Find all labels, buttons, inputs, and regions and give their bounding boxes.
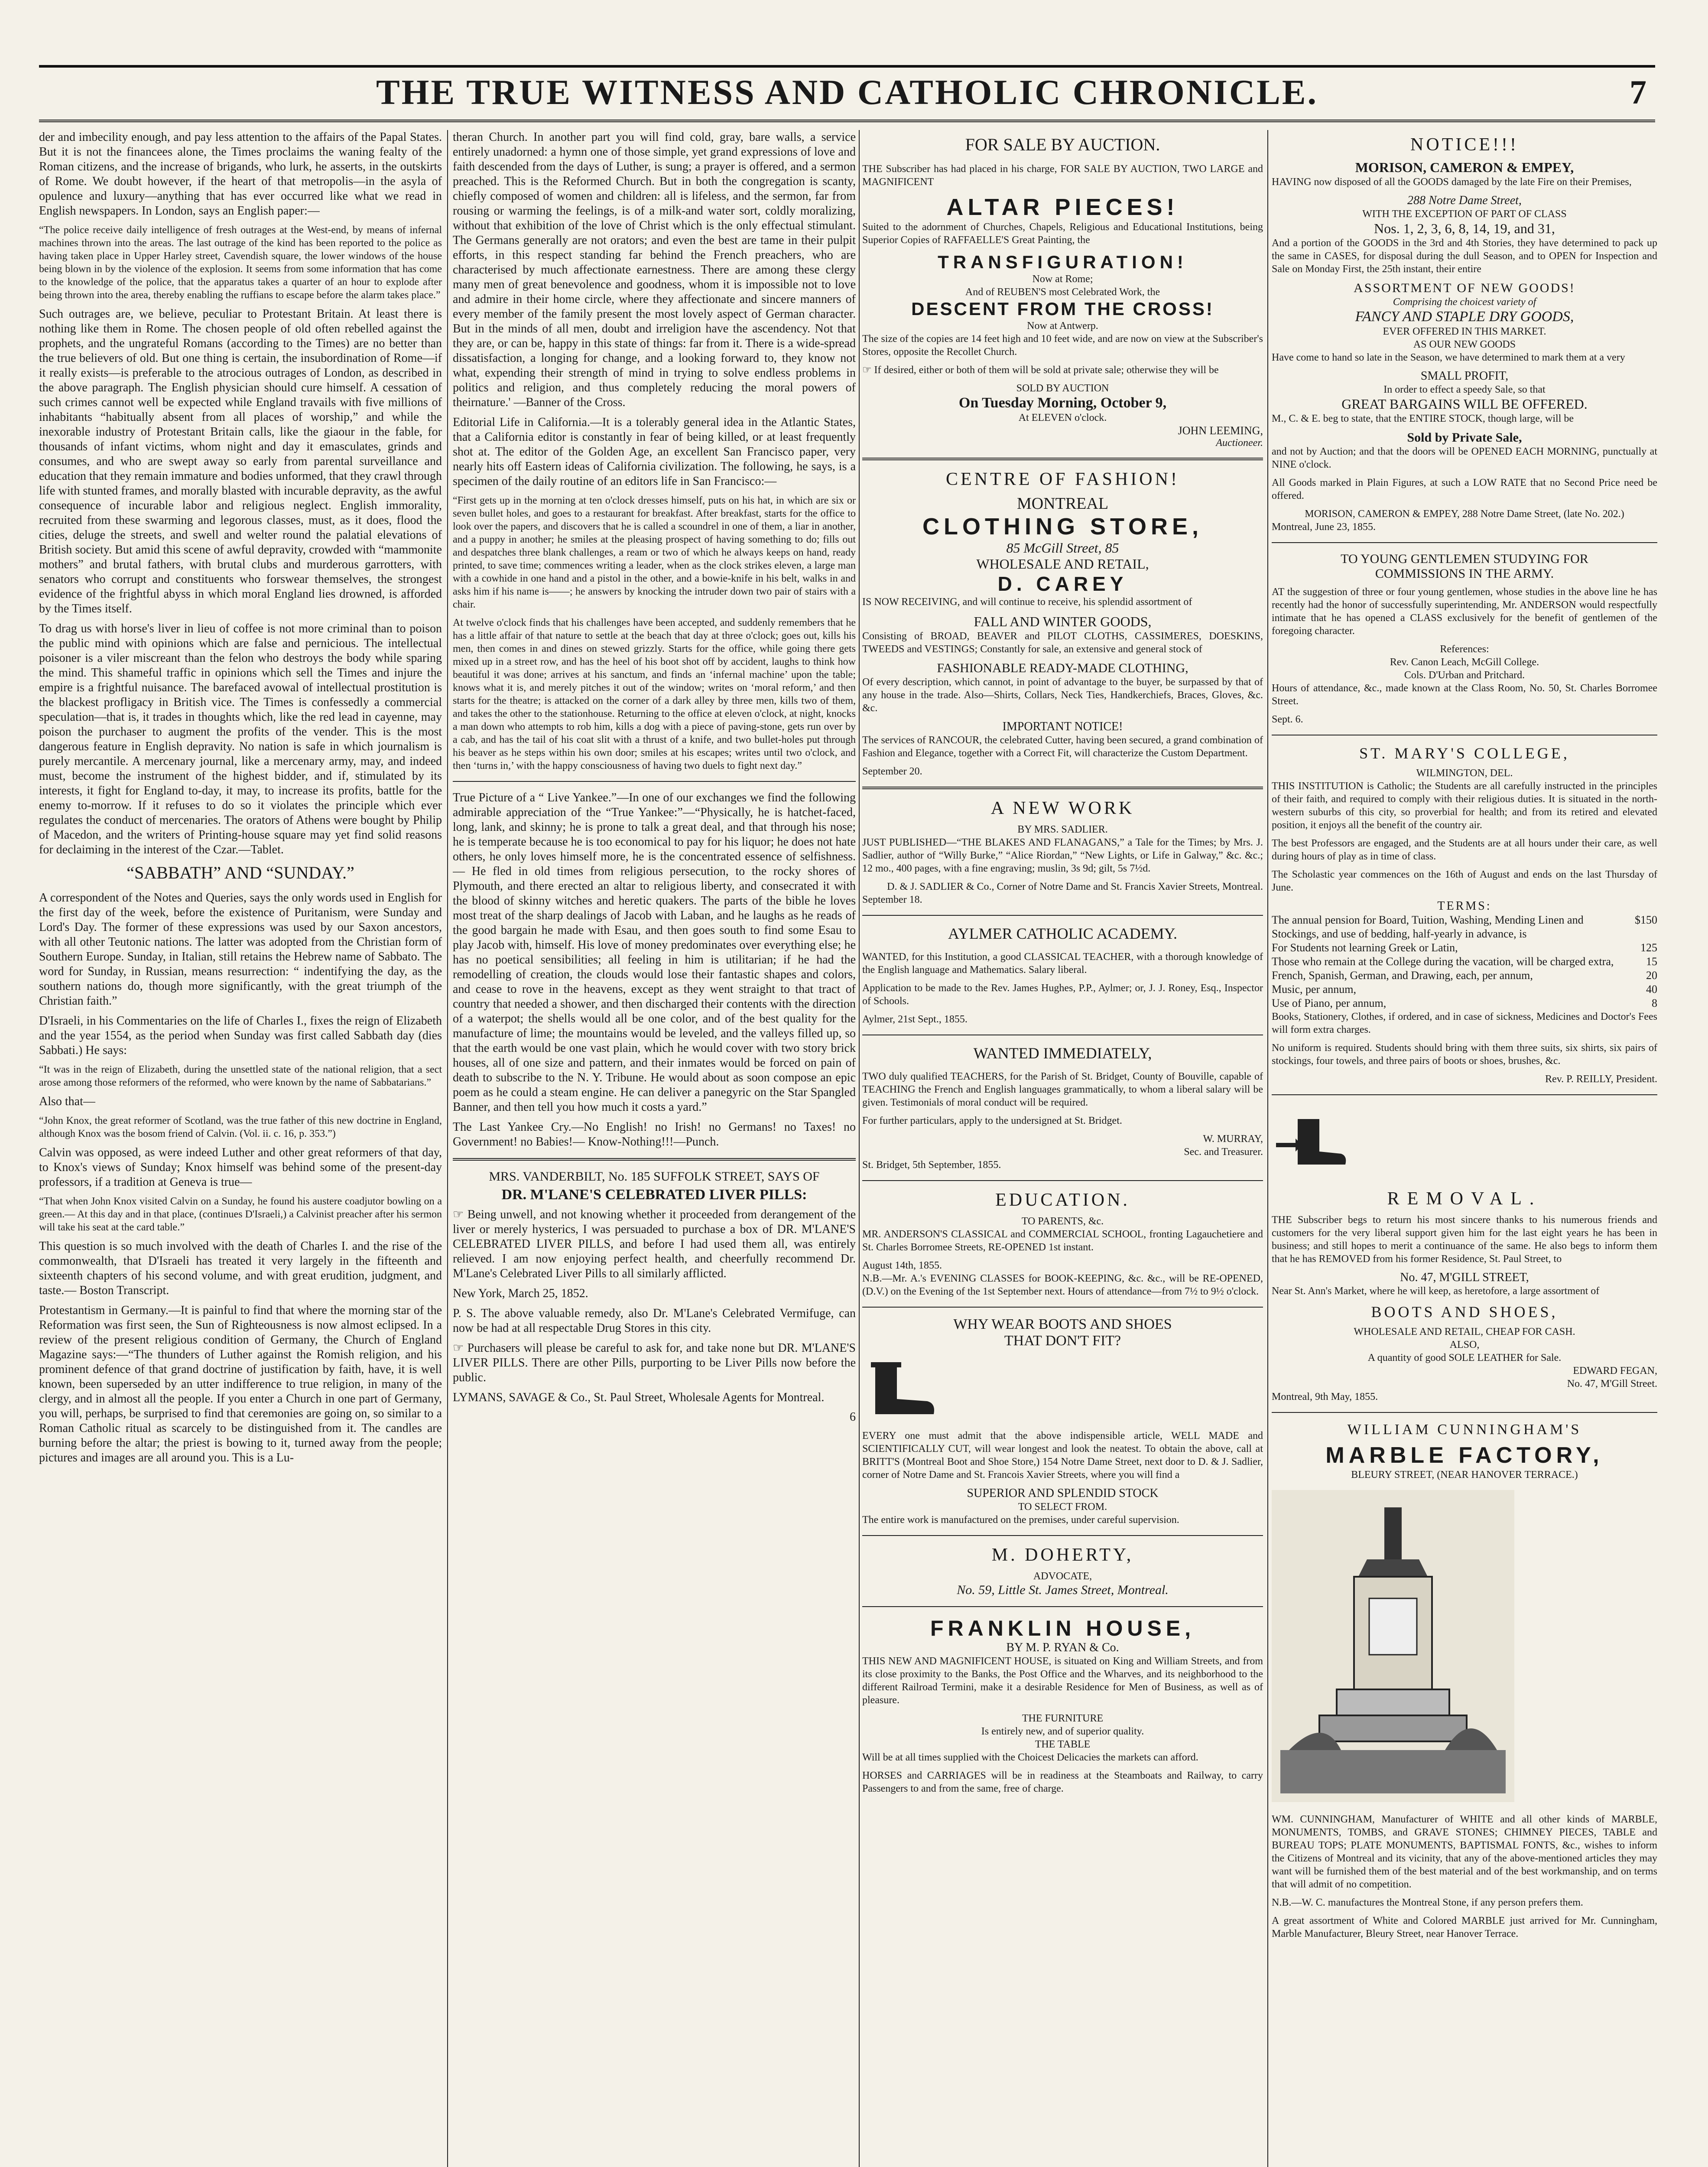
article-paragraph: Calvin was opposed, as were indeed Luther and other great reformers of that day, to Knox's views of Sunday; Knox himself was behind some of the present-day professors, if a tradition at Geneva is true— xyxy=(39,1146,442,1189)
ad-display-title: ALTAR PIECES! xyxy=(946,194,1179,220)
ad-line: SMALL PROFIT, xyxy=(1420,369,1509,383)
article-paragraph: D'Israeli, in his Commentaries on the life of Charles I., fixes the reign of Elizabeth and the year 1554, as the period when Sunday was first called Sabbath day (dies Sabbati.) He says: xyxy=(39,1014,442,1057)
ad-line: No. 47, M'Gill Street. xyxy=(1567,1378,1657,1389)
ad-paragraph: HAVING now disposed of all the GOODS damaged by the late Fire on their Premises, xyxy=(1272,176,1632,188)
ad-heading: TO YOUNG GENTLEMEN STUDYING FOR xyxy=(1341,552,1588,566)
divider xyxy=(453,781,856,782)
fee-amount: 15 xyxy=(1646,955,1657,968)
ad-heading: NOTICE!!! xyxy=(1410,135,1519,155)
ad-line: Now at Rome; xyxy=(1032,273,1093,285)
ad-line: No. 59, Little St. James Street, Montreal. xyxy=(957,1583,1169,1597)
ad-line: TO PARENTS, &c. xyxy=(1021,1216,1104,1227)
ad-line: FALL AND WINTER GOODS, xyxy=(974,614,1152,629)
ad-line: Now at Antwerp. xyxy=(1027,320,1098,332)
ad-paragraph: A great assortment of White and Colored MARBLE just arrived for Mr. Cunningham, Marble Manufacturer, Bleury Street, near Hanover Terrace. xyxy=(1272,1915,1657,1939)
ad-line: Is entirely new, and of superior quality. xyxy=(981,1726,1144,1737)
ad-line: And of REUBEN'S most Celebrated Work, the xyxy=(965,286,1160,298)
article-headline: “SABBATH” AND “SUNDAY.” xyxy=(127,863,354,882)
article-paragraph: Editorial Life in California.—It is a tolerably general idea in the Atlantic States, that a California editor is constantly in fear of being killed, or at least frequently shot at. The editor of the Golden Age, an excellent San Francisco paper, very nearly hits off Eastern ideas of California civilization. The following, he says, is a specimen of the daily routine of an editors life in San Francisco:— xyxy=(453,416,856,488)
ad-paragraph: Near St. Ann's Market, where he will keep, as heretofore, a large assortment of xyxy=(1272,1285,1600,1297)
ad-paragraph: The size of the copies are 14 feet high and 10 feet wide, and are now on view at the Subscriber's Stores, opposite the Recollet Church. xyxy=(862,333,1263,358)
quote-paragraph: “John Knox, the great reformer of Scotland, was the true father of this new doctrine in England, although Knox was the bosom friend of Calvin. (Vol. ii. c. 16, p. 353.”) xyxy=(39,1115,442,1139)
ad-line: Rev. Canon Leach, McGill College. xyxy=(1390,657,1539,668)
fee-label: The annual pension for Board, Tuition, Washing, Mending Linen and Stockings, and use of bedding, half-yearly in advance, is xyxy=(1272,914,1584,940)
ad-paragraph: N.B.—W. C. manufactures the Montreal Stone, if any person prefers them. xyxy=(1272,1897,1583,1908)
divider xyxy=(862,1606,1263,1607)
column-rule xyxy=(447,130,448,2167)
ad-line: Sec. and Treasurer. xyxy=(1184,1146,1263,1158)
ad-line: AS OUR NEW GOODS xyxy=(1413,339,1516,350)
ad-line: TO SELECT FROM. xyxy=(1018,1501,1107,1513)
quote-paragraph: “The police receive daily intelligence of fresh outrages at the West-end, by means of infernal machines thrown into the areas. The last outrage of the kind has been reported to the police as having taken place in Upper Harley street, Cavendish square, the lower windows of the house being blown in by the violence of the explosion. It seems from some information that has come to the knowledge of the police, that the apparatus takes a quarter of an hour to explode after being thrown into the area, thereby enabling the ruffians to escape before the alarm takes place.” xyxy=(39,225,442,301)
ad-line: IMPORTANT NOTICE! xyxy=(1002,720,1123,733)
divider xyxy=(862,915,1263,916)
ad-paragraph: WANTED, for this Institution, a good CLASSICAL TEACHER, with a thorough knowledge of the English language and Mathematics. Salary liberal. xyxy=(862,951,1263,976)
ad-paragraph: MR. ANDERSON'S CLASSICAL and COMMERCIAL SCHOOL, fronting Lagauchetiere and St. Charles Borromee Streets, RE-OPENED 1st instant. xyxy=(862,1229,1263,1253)
ad-paragraph: ☞ If desired, either or both of them will be sold at private sale; otherwise they will be xyxy=(862,364,1219,376)
ad-paragraph: ☞ Being unwell, and not knowing whether it proceeded from derangement of the liver or merely hysterics, I was persuaded to purchase a box of DR. M'LANE'S CELEBRATED LIVER PILLS, and before I had used them all, was entirely relieved. I am now enjoying perfect health, and cheerfully recommend Dr. M'Lane's Celebrated Liver Pills to all similarly afflicted. xyxy=(453,1208,856,1280)
fee-amount: 20 xyxy=(1646,969,1657,982)
ad-line: Nos. 1, 2, 3, 6, 8, 14, 19, and 31, xyxy=(1374,221,1555,236)
ad-heading: ST. MARY'S COLLEGE, xyxy=(1359,745,1570,762)
ad-line: THE TABLE xyxy=(1035,1739,1091,1750)
ad-line: In order to effect a speedy Sale, so that xyxy=(1383,384,1546,395)
article-paragraph: theran Church. In another part you will find cold, gray, bare walls, a service entirely unadorned: a hymn one of those simple, yet grand expressions of love and faith descended from the days of Luther, is sung; a prayer is offered, and a sermon preached. This is the Reformed Church. But in both the congregation is scanty, chiefly composed of women and children: all is lifeless, and the sermon, far from rousing or warming the feelings, is of a milk-and water sort, coldly moralizing, without that exhibition of the love of Christ which is the only effectual stimulant. The Germans generally are not orators; and even the best are tame in their pulpit efforts, in this respect standing far behind the French preachers, who are characterised by much affectionate earnestness. There are among these clergy many men of great benevolence and goodness, whom it is impossible not to love and admire in their home circle, where they affectionate and sincere manners of every member of the family present the most lovely aspect of German character. But in the minds of all men, doubt and irreligion have the ascendency. Not that they are, or can be, happy in this state of things: far from it. There is a wide-spread dissatisfaction, a longing for change, and a looking forward to, they know not what, expending their strength of mind in trying to solve endless problems in politics and religion, and thus completely reducing the moral powers of theirnature.' —Banner of the Cross. xyxy=(453,130,856,409)
ad-line: WHOLESALE AND RETAIL, CHEAP FOR CASH. xyxy=(1354,1326,1575,1337)
monument-engraving-icon xyxy=(1272,1490,1514,1802)
ad-paragraph: EVERY one must admit that the above indispensible article, WELL MADE and SCIENTIFICALLY CUT, will wear longest and look the neatest. To obtain the above, call at BRITT'S (Montreal Boot and Shoe Store,) 154 Notre Dame Street, next door to D. & J. Sadlier, corner of Notre Dame and St. Francois Xavier Streets, where you will find a xyxy=(862,1430,1263,1480)
column-1 xyxy=(39,130,442,2167)
quote-paragraph: “It was in the reign of Elizabeth, during the unsettled state of the national religion, that a sect arose among those reformers of the reformed, who were known by the name of Sabbatarians.” xyxy=(39,1064,442,1088)
divider xyxy=(862,787,1263,789)
ad-paragraph: THE Subscriber has had placed in his charge, FOR SALE BY AUCTION, TWO LARGE and MAGNIFICENT xyxy=(862,163,1263,188)
article-paragraph: This question is so much involved with the death of Charles I. and the rise of the commonwealth, that D'Israeli has treated it very largely in the fifteenth and sixteenth chapters of his second volume, and with great erudition, judgment, and taste.— Boston Transcript. xyxy=(39,1240,442,1297)
quote-paragraph: At twelve o'clock finds that his challenges have been accepted, and suddenly remembers that he has a little affair of that nature to settle at the beach that day at three o'clock; goes out, kills his men, then comes in and dines on stewed grizzly. Starts for the office, while going there gets mixed up in a street row, and has the heel of his boot shot off by accident, laughs to think how beautiful it was done; arrives at his sanctum, and finds an ‘infernal machine’ upon the table; knows what it is, and merely pitches it out of the window; writes on ‘moral reform,’ and then starts for the theatre; is attacked on the corner of a dark alley by three men, kills two of them, and takes the other to the stationhouse. Returning to the office at eleven o'clock, at night, knocks a man down who attempts to rob him, kills a dog with a piece of paving-stone, gets run over by a cab, and has the tail of his coat slit with a thrust of a knife, and two bullet-holes put through his beaver as he steps within his own door; smiles at his escapes; writes until two o'clock, and then ‘turns in,’ with the happy consciousness of having two duels to fight next day.” xyxy=(453,617,856,771)
ad-display-title: DESCENT FROM THE CROSS! xyxy=(911,299,1214,319)
ad-line: SOLD BY AUCTION xyxy=(1016,383,1109,394)
ad-line: FANCY AND STAPLE DRY GOODS, xyxy=(1355,309,1574,325)
ad-heading: CENTRE OF FASHION! xyxy=(946,469,1179,489)
ad-paragraph: Consisting of BROAD, BEAVER and PILOT CLOTHS, CASSIMERES, DOESKINS, TWEEDS and VESTINGS; Constantly for sale, an extensive and general stock of xyxy=(862,631,1263,655)
divider xyxy=(1272,1412,1657,1413)
column-3 xyxy=(862,130,1263,2167)
article-paragraph: To drag us with horse's liver in lieu of coffee is not more criminal than to poison the public mind with opinions which are false and pernicious. The intellectual poisoner is a viler miscreant than the felon who destroys the body while sparing the mind. This shameful traffic in opinions which sell the Times and injure the empire is a frightful nuisance. The barefaced avowal of intellectual prostitution is the blackest profligacy in British vice. The Times is confessedly a commercial speculation—that is, it trades in thoughts which, like the red lead in cayenne, may poison the purchaser to augment the profits of the vender. This is the most dangerous feature in English depravity. No nation is safe in which journalism is purely mercantile. A mercenary journal, like a mercenary army, may, and indeed must, become the instrument of the highest bidder, and if, stimulated by its interests, it fight for England to-day, it may, to increase its profits, battle for the enemy to-morrow. If it refuses to do so it violates the principle which ever regulates the conduct of mercenaries. The orators of Athens were bought by Philip of Macedon, and the writers of Printing-house square may yet find solid reasons for declaiming in the interest of the Czar.—Tablet. xyxy=(39,622,442,856)
ad-heading: WANTED IMMEDIATELY, xyxy=(973,1044,1152,1062)
ad-paragraph: The best Professors are engaged, and the Students are at all hours under their care, as well during hours of play as in time of class. xyxy=(1272,838,1657,862)
fee-amount: 40 xyxy=(1646,983,1657,996)
ad-line: Auctioneer. xyxy=(1216,437,1263,449)
ad-line: EDWARD FEGAN, xyxy=(1573,1365,1657,1376)
ad-line: 85 McGill Street, 85 xyxy=(1006,540,1119,556)
ad-heading: THAT DON'T FIT? xyxy=(1004,1333,1121,1349)
column-4 xyxy=(1272,130,1657,2167)
ad-line: SUPERIOR AND SPLENDID STOCK xyxy=(967,1487,1159,1500)
ad-line: September 20. xyxy=(862,766,922,777)
page-title: THE TRUE WITNESS AND CATHOLIC CHRONICLE. xyxy=(376,72,1318,112)
article-paragraph: The Last Yankee Cry.—No English! no Irish! no Germans! no Taxes! no Government! no Babies!— Know-Nothing!!!—Punch. xyxy=(453,1120,856,1149)
ad-paragraph: LYMANS, SAVAGE & Co., St. Paul Street, Wholesale Agents for Montreal. xyxy=(453,1391,825,1404)
ad-line: WITH THE EXCEPTION OF PART OF CLASS xyxy=(1362,208,1567,220)
fee-table xyxy=(1272,913,1657,1010)
ad-line: Aylmer, 21st Sept., 1855. xyxy=(862,1014,968,1025)
ad-paragraph: The services of RANCOUR, the celebrated Cutter, having been secured, a grand combination of Fashion and Elegance, together with a Correct Fit, will characterize the Custom Department. xyxy=(862,735,1263,759)
ad-heading: AYLMER CATHOLIC ACADEMY. xyxy=(948,925,1178,942)
fee-label: For Students not learning Greek or Latin, xyxy=(1272,941,1458,954)
fee-amount: 8 xyxy=(1652,997,1657,1009)
article-paragraph: A correspondent of the Notes and Queries, says the only words used in English for the first day of the week, before the existence of Puritanism, were Sunday and Lord's Day. The former of these expressions was used by our Saxon ancestors, with all other Teutonic nations. The latter was adopted from the Christian form of Southern Europe. Sunday, in Italian, still retains the Hebrew name of Sabbato. The word for Sunday, in Russian, means resurrection: “ indentifying the day, as the southern nations do, though more significantly, with the great triumph of the Christian faith.” xyxy=(39,891,442,1008)
ad-line: MORISON, CAMERON & EMPEY, xyxy=(1355,159,1574,175)
ad-paragraph: JUST PUBLISHED—“THE BLAKES AND FLANAGANS,” a Tale for the Times; by Mrs. J. Sadlier, author of “Willy Burke,” “Alice Riordan,” “New Lights, or Life in Galway,” &c. &c.; 12 mo., 400 pages, with a fine engraving; muslin, 3s 9d; gilt, 5s 7½d. xyxy=(862,837,1263,874)
fee-label: Those who remain at the College during the vacation, will be charged extra, xyxy=(1272,955,1614,968)
ad-line: Rev. P. REILLY, President. xyxy=(1545,1074,1657,1085)
ad-line: Sept. 6. xyxy=(1272,714,1303,725)
ad-paragraph: Hours of attendance, &c., made known at the Class Room, No. 50, St. Charles Borromee Street. xyxy=(1272,683,1657,707)
ad-paragraph: IS NOW RECEIVING, and will continue to receive, his splendid assortment of xyxy=(862,596,1192,608)
ad-heading: COMMISSIONS IN THE ARMY. xyxy=(1375,566,1554,581)
ad-paragraph: WM. CUNNINGHAM, Manufacturer of WHITE and all other kinds of MARBLE, MONUMENTS, TOMBS, and GRAVE STONES; CHIMNEY PIECES, TABLE and BUREAU TOPS; PLATE MONUMENTS, BAPTISMAL FONTS, &c., wishes to inform the Citizens of Montreal and its vicinity, that any of the above-mentioned articles they may want will be furnished them of the best material and of the best workmanship, and on terms that will admit of no competition. xyxy=(1272,1814,1657,1890)
article-paragraph: Such outrages are, we believe, peculiar to Protestant Britain. At least there is nothing like them in Rome. The chosen people of old often rebelled against the prophets, and the ungrateful Romans (according to the Times) are no better than the true believers of old. But one thing is certain, the insubordination of Rome—if it really exists—is preferable to the atrocious outrages of London, as described in the above paragraph. The English physician should cure himself. A cessation of such crimes cannot well be expected while England travails with five millions of inhabitants “habitually absent from all places of worship,” and while the inexorable industry of Protestant Britain calls, like the giaour in the fable, for thousands of infant victims, whom night and day it emasculates, grinds and consumes, and who are swept away so early from parental surveillance and education that they remain immature and bodies unformed, that they crawl through life with stunted frames, and morally blasted with incurable depravity, as the awful consequence of incurable labor and religious neglect. English immorality, recruited from these swarming and legorous classes, must, as it does, flood the cities, deluge the streets, and swell and welter round the palatial elevations of British society. But amid this scene of awful depravity, crowded with “mammonite mothers” and brutal fathers, with brutal clubs and murderous garrotters, with senators who corrupt and constituents who forswear themselves, the strongest evidence of the frightful abyss in which moral England lies drowned, is afforded by the Times itself. xyxy=(39,307,442,615)
ad-paragraph: THE Subscriber begs to return his most sincere thanks to his numerous friends and customers for the very liberal support given him for the last eight years he has been in business; and still hopes to merit a continuance of the same. He also begs to inform them that he has REMOVED from his former Residence, St. Paul Street, to xyxy=(1272,1214,1657,1265)
quote-paragraph: “First gets up in the morning at ten o'clock dresses himself, puts on his hat, in which are six or seven bullet holes, and goes to a restaurant for breakfast. After breakfast, starts for the office to look over the papers, and discovers that he is called a scoundrel in one of them, a liar in another, and a puppy in another; he smiles at the pleasing prospect of having something to do; fills out and despatches three blank challenges, a ream or two of which he always keeps on hand, ready printed, to save time; commences writing a leader, when as the clock strikes eleven, a large man with a cowhide in one hand and a pistol in the other, and a bowie-knife in his belt, walks in and asks him if his name is——; he answers by knocking the intruder down two pair of stairs with a chair. xyxy=(453,495,856,610)
fee-amount: $150 xyxy=(1635,914,1657,926)
fee-amount: 125 xyxy=(1640,941,1657,954)
article-paragraph: Also that— xyxy=(39,1095,95,1108)
ad-paragraph: Application to be made to the Rev. James Hughes, P.P., Aylmer; or, J. J. Roney, Esq., Inspector of Schools. xyxy=(862,983,1263,1007)
ad-paragraph: All Goods marked in Plain Figures, at such a LOW RATE that no Second Price need be offered. xyxy=(1272,477,1657,501)
quote-paragraph: “That when John Knox visited Calvin on a Sunday, he found his austere coadjutor bowling on a green.— At this day and in that place, (continues D'Israeli,) a Calvinist preacher after his sermon will take his seat at the card table.” xyxy=(39,1196,442,1233)
ad-line: Sold by Private Sale, xyxy=(1407,430,1522,445)
ad-heading: WILLIAM CUNNINGHAM'S xyxy=(1347,1422,1582,1438)
ad-line: WILMINGTON, DEL. xyxy=(1416,768,1513,779)
ad-heading: M. DOHERTY, xyxy=(991,1545,1134,1565)
divider xyxy=(862,458,1263,460)
ad-display-title: TRANSFIGURATION! xyxy=(938,252,1188,272)
ad-paragraph: N.B.—Mr. A.'s EVENING CLASSES for BOOK-KEEPING, &c. &c., will be RE-OPENED, (D.V.) on the Evening of the 1st September next. Hours of attendance—from 7½ to 9½ o'clock. xyxy=(862,1273,1263,1297)
ad-paragraph: ☞ Purchasers will please be careful to ask for, and take none but DR. M'LANE'S LIVER PILLS. There are other Pills, purporting to be Liver Pills now before the public. xyxy=(453,1341,856,1384)
column-rule xyxy=(1267,130,1268,2167)
fee-label: Use of Piano, per annum, xyxy=(1272,997,1387,1009)
boot-icon xyxy=(1272,1113,1350,1173)
ad-paragraph: THIS INSTITUTION is Catholic; the Students are all carefully instructed in the principles of their faith, and required to comply with their religious duties. It is situated in the north-western suburbs of this city, so proverbial for health; and from its retired and elevated position, it enjoys all the benefit of the country air. xyxy=(1272,781,1657,831)
fee-row xyxy=(1272,941,1657,955)
article-paragraph: True Picture of a “ Live Yankee.”—In one of our exchanges we find the following admirable appreciation of the “True Yankee:”—“Physically, he is hatchet-faced, long, lank, and skinny; he is prone to talk a great deal, and that through his nose; he is temperate because he is too economical to pay for his liquor; he does not hate others, he only loves himself more, he is the concentrated essence of selfishness.— He fled in old times from religious persecution, to the rocky shores of Plymouth, and there erected an altar to religious liberty, and consecrated it with the blood of skinny witches and heretic quakers. The parts of the bible he loves most treat of the sharp dealings of Jacob with Laban, and he laughs as he reads of the good bargain he made with Esau, and then goes south to find some Esau to play Jacob with, himself. His love of money predominates over everything else; he has no poetical sensibilities; all feeling in him is utilitarian; if he had the remodelling of creation, the clouds would lose their fantastic shapes and colors, and cease to rove in the heavens, except as they went straight to that tract of country that needed a shower, and then discharged their contents with the direction of a waterpot; the shells would all be one color, and of the best quality for the manufacture of lime; the mountains would be leveled, and the valleys filled up, so that the earth would be one vast plain, which he would cover with two story brick houses, all of one size and pattern, and their inmates would be forced on pain of death to subscribe to the N. Y. Tribune. He would about as soon compose an epic poem as he could a steam engine. He can deliver a panegyric on the Star Spangled Banner, and then tell you how much it costs a yard.” xyxy=(453,791,856,1114)
fee-label: French, Spanish, German, and Drawing, each, per annum, xyxy=(1272,969,1533,982)
ad-line: D. & J. SADLIER & Co., Corner of Notre Dame and St. Francis Xavier Streets, Montreal. xyxy=(887,881,1263,892)
ad-line: References: xyxy=(1440,644,1489,655)
ad-heading: DR. M'LANE'S CELEBRATED LIVER PILLS: xyxy=(501,1187,807,1203)
ad-heading: WHY WEAR BOOTS AND SHOES xyxy=(953,1316,1172,1332)
ad-paragraph: HORSES and CARRIAGES will be in readiness at the Steamboats and Railway, to carry Passengers to and from the same, free of charge. xyxy=(862,1770,1263,1794)
fee-row xyxy=(1272,996,1657,1010)
column-rule xyxy=(859,130,860,2167)
ad-line: BLEURY STREET, (NEAR HANOVER TERRACE.) xyxy=(1351,1469,1578,1480)
divider xyxy=(453,1158,856,1161)
ad-line: No. 47, M'GILL STREET, xyxy=(1400,1271,1529,1284)
ad-line: EVER OFFERED IN THIS MARKET. xyxy=(1383,326,1546,337)
fee-row xyxy=(1272,969,1657,983)
ad-line: A quantity of good SOLE LEATHER for Sale. xyxy=(1367,1352,1562,1363)
ad-display-title: FRANKLIN HOUSE, xyxy=(930,1616,1195,1640)
ad-line: Montreal, June 23, 1855. xyxy=(1272,521,1376,533)
divider xyxy=(862,1180,1263,1181)
ad-paragraph: And a portion of the GOODS in the 3rd and 4th Stories, they have determined to pack up the same in CASES, for disposal during the dull Season, and to OPEN for Inspection and Sale on Monday First, the 25th instant, their entire xyxy=(1272,238,1657,275)
ad-line: THE FURNITURE xyxy=(1022,1713,1104,1724)
ad-paragraph: M., C. & E. beg to state, that the ENTIRE STOCK, though large, will be xyxy=(1272,413,1574,424)
divider xyxy=(862,1535,1263,1536)
article-paragraph: der and imbecility enough, and pay less attention to the affairs of the Papal States. But it is not the financees alone, the Times proclaims the waning fealty of the Roman citizens, and the increase of brigands, who lurk, he asserts, in the outskirts of Rome. We doubt however, if the heart of that metropolis—in the asyla of opulence and luxury—anything that has ever occurred like what we read in English newspapers. In London, says an English paper:— xyxy=(39,130,442,218)
boot-icon xyxy=(862,1358,940,1419)
article-paragraph: Protestantism in Germany.—It is painful to find that where the morning star of the Reformation was first seen, the Sun of Righteousness is now almost eclipsed. In a review of the present religious condition of Germany, the Church of England Magazine says:—“The thunders of Luther against the Romish religion, and his prominent defence of that grand doctrine of justification by faith, have, it is well known, been superseded by an utter indifference to true religion, in many of the clergy, and in almost all the people. If you enter a Church in one part of Germany, you will, perhaps, be surprised to find that ceremonies are going on, so similar to a Roman Catholic ritual as scarcely to be distinguished from it. The candles are burning before the altar; the priest is bowing to it, turned away from the people; pictures and images are all around you. This is a Lu- xyxy=(39,1304,442,1464)
ad-line: Montreal, 9th May, 1855. xyxy=(1272,1391,1378,1402)
ad-paragraph: Have come to hand so late in the Season, we have determined to mark them at a very xyxy=(1272,352,1625,363)
fee-row xyxy=(1272,983,1657,996)
ad-paragraph: Suited to the adornment of Churches, Chapels, Religious and Educational Institutions, being Superior Copies of RAFFAELLE'S Great Painting, the xyxy=(862,221,1263,246)
ad-heading: A NEW WORK xyxy=(990,798,1135,818)
fee-row xyxy=(1272,955,1657,969)
ad-display-title: D. CAREY xyxy=(997,573,1128,595)
ad-paragraph: The entire work is manufactured on the premises, under careful supervision. xyxy=(862,1514,1179,1526)
ad-line: August 14th, 1855. xyxy=(862,1260,942,1271)
ad-line: GREAT BARGAINS WILL BE OFFERED. xyxy=(1341,396,1588,412)
ad-paragraph: P. S. The above valuable remedy, also Dr. M'Lane's Celebrated Vermifuge, can now be had at all respectable Drug Stores in this city. xyxy=(453,1307,856,1335)
ad-line: MORISON, CAMERON & EMPEY, 288 Notre Dame Street, (late No. 202.) xyxy=(1305,508,1624,520)
ad-paragraph: THIS NEW AND MAGNIFICENT HOUSE, is situated on King and William Streets, and from its close proximity to the Banks, the Post Office and the Wharves, and its neighborhood to the different Railroad Termini, make it a desirable Residence for Men of Business, as well as of pleasure. xyxy=(862,1656,1263,1706)
ad-line: BY M. P. RYAN & Co. xyxy=(1006,1641,1119,1654)
column-2 xyxy=(453,130,856,2167)
fee-label: Music, per annum, xyxy=(1272,983,1356,996)
ad-line: BY MRS. SADLIER. xyxy=(1017,824,1108,835)
ad-paragraph: Books, Stationery, Clothes, if ordered, and in case of sickness, Medicines and Doctor's Fees will form extra charges. xyxy=(1272,1011,1657,1035)
ad-heading: FOR SALE BY AUCTION. xyxy=(965,135,1160,154)
ad-heading: MRS. VANDERBILT, No. 185 SUFFOLK STREET, SAYS OF xyxy=(489,1169,820,1184)
ad-paragraph: TWO duly qualified TEACHERS, for the Parish of St. Bridget, County of Bouville, capable of TEACHING the French and English languages grammatically, to whom a liberal salary will be given. Testimonials of moral conduct will be required. xyxy=(862,1071,1263,1108)
ad-line: On Tuesday Morning, October 9, xyxy=(958,395,1167,411)
ad-paragraph: New York, March 25, 1852. xyxy=(453,1287,588,1300)
ad-paragraph: The Scholastic year commences on the 16th of August and ends on the last Thursday of June. xyxy=(1272,869,1657,893)
ad-line: ADVOCATE, xyxy=(1033,1571,1092,1582)
ad-paragraph: Of every description, which cannot, in point of advantage to the buyer, be surpassed by that of any house in the trade. Also—Shirts, Collars, Neck Ties, Handkerchiefs, Braces, Gloves, &c. &c. xyxy=(862,677,1263,714)
ad-paragraph: For further particulars, apply to the undersigned at St. Bridget. xyxy=(862,1115,1122,1126)
ad-line: JOHN LEEMING, xyxy=(1178,424,1263,437)
ad-paragraph: No uniform is required. Students should bring with them three suits, six shirts, six pairs of stockings, four towels, and three pairs of boots or shoes, brushes, &c. xyxy=(1272,1042,1657,1067)
ad-display-title: CLOTHING STORE, xyxy=(922,514,1203,540)
fee-row xyxy=(1272,913,1657,941)
page-number: 7 xyxy=(1630,73,1646,111)
ad-line: Comprising the choicest variety of xyxy=(1393,296,1536,308)
ad-line: WHOLESALE AND RETAIL, xyxy=(976,556,1149,572)
ad-line: ALSO, xyxy=(1449,1339,1480,1350)
ad-line: ASSORTMENT OF NEW GOODS! xyxy=(1354,281,1575,295)
ad-heading: EDUCATION. xyxy=(995,1190,1130,1210)
ad-paragraph: and not by Auction; and that the doors will be OPENED EACH MORNING, punctually at NINE o'clock. xyxy=(1272,446,1657,470)
ad-line: MONTREAL xyxy=(1016,495,1109,513)
divider xyxy=(862,1307,1263,1308)
page-ref: 6 xyxy=(850,1410,856,1424)
ad-line: At ELEVEN o'clock. xyxy=(1018,412,1107,423)
ad-line: Cols. D'Urban and Pritchard. xyxy=(1404,670,1525,681)
ad-line: 288 Notre Dame Street, xyxy=(1407,194,1522,207)
ad-line: W. MURRAY, xyxy=(1203,1133,1263,1145)
ad-line: TERMS: xyxy=(1437,899,1492,913)
ad-line: September 18. xyxy=(862,894,922,905)
divider xyxy=(1272,542,1657,543)
ad-line: BOOTS AND SHOES, xyxy=(1371,1303,1558,1321)
masthead xyxy=(39,65,1655,122)
ad-line: St. Bridget, 5th September, 1855. xyxy=(862,1159,1001,1171)
ad-line: FASHIONABLE READY-MADE CLOTHING, xyxy=(937,661,1188,675)
ad-paragraph: Will be at all times supplied with the Choicest Delicacies the markets can afford. xyxy=(862,1752,1198,1763)
ad-display-title: MARBLE FACTORY, xyxy=(1325,1443,1604,1468)
ad-paragraph: AT the suggestion of three or four young gentlemen, whose studies in the above line he has recently had the honor of successfully superintending, Mr. ANDERSON would respectfully intimate that he has opened a CLASS exclusively for the benefit of gentlemen of the foregoing character. xyxy=(1272,586,1657,637)
ad-heading: REMOVAL. xyxy=(1387,1189,1542,1209)
divider xyxy=(1272,1094,1657,1095)
